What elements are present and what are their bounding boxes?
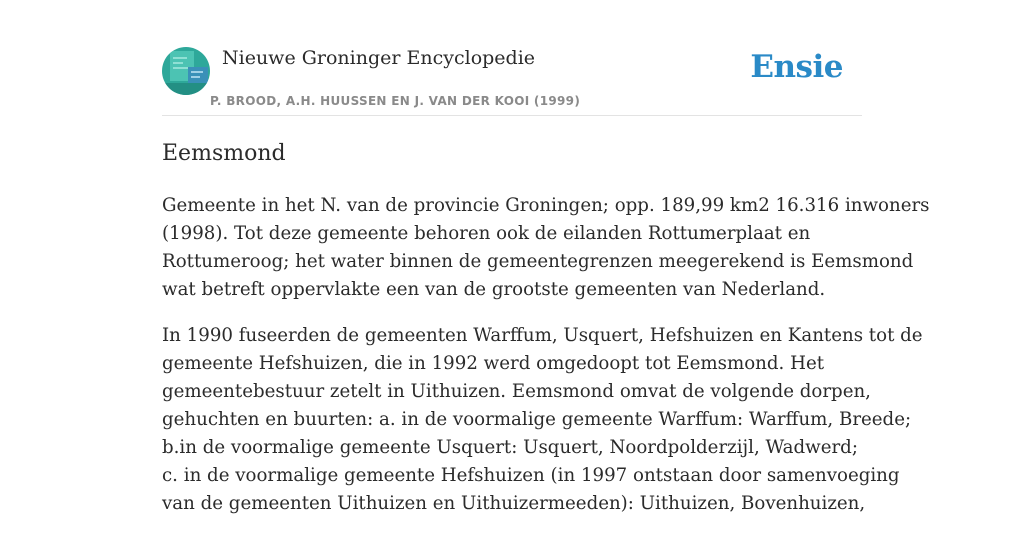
paragraph-line: b.in de voormalige gemeente Usquert: Usquert, Noordpolderzijl, Wadwerd; (162, 437, 858, 458)
paragraph-line: (1998). Tot deze gemeente behoren ook de eilanden Rottumerplaat en (162, 223, 811, 244)
book-cover-icon (162, 47, 210, 95)
paragraph-line: gemeentebestuur zetelt in Uithuizen. Eemsmond omvat de volgende dorpen, (162, 381, 871, 402)
paragraph-line: Gemeente in het N. van de provincie Groningen; opp. 189,99 km2 16.316 inwoners (162, 195, 930, 216)
ensie-logo[interactable]: Ensie (750, 49, 843, 85)
paragraph-line: c. in de voormalige gemeente Hefshuizen (in 1997 ontstaan door samenvoeging (162, 465, 900, 486)
paragraph-line: wat betreft oppervlakte een van de grootste gemeenten van Nederland. (162, 279, 826, 300)
header (162, 46, 862, 116)
paragraph-line: Rottumeroog; het water binnen de gemeentegrenzen meegerekend is Eemsmond (162, 251, 914, 272)
paragraph-line: van de gemeenten Uithuizen en Uithuizermeeden): Uithuizen, Bovenhuizen, (162, 493, 866, 514)
paragraph-line: In 1990 fuseerden de gemeenten Warffum, Usquert, Hefshuizen en Kantens tot de (162, 325, 923, 346)
paragraph-line: gehuchten en buurten: a. in de voormalige gemeente Warffum: Warffum, Breede; (162, 409, 912, 430)
article-paragraph (162, 322, 923, 518)
header-divider (162, 115, 862, 116)
article-paragraph (162, 192, 930, 304)
book-title[interactable]: Nieuwe Groninger Encyclopedie (222, 47, 536, 69)
book-cover-avatar[interactable] (162, 47, 210, 95)
book-authors: P. BROOD, A.H. HUUSSEN EN J. VAN DER KOOI (1999) (210, 94, 581, 108)
paragraph-line: gemeente Hefshuizen, die in 1992 werd omgedoopt tot Eemsmond. Het (162, 353, 825, 374)
article-title: Eemsmond (162, 141, 286, 166)
article-body (162, 192, 930, 536)
